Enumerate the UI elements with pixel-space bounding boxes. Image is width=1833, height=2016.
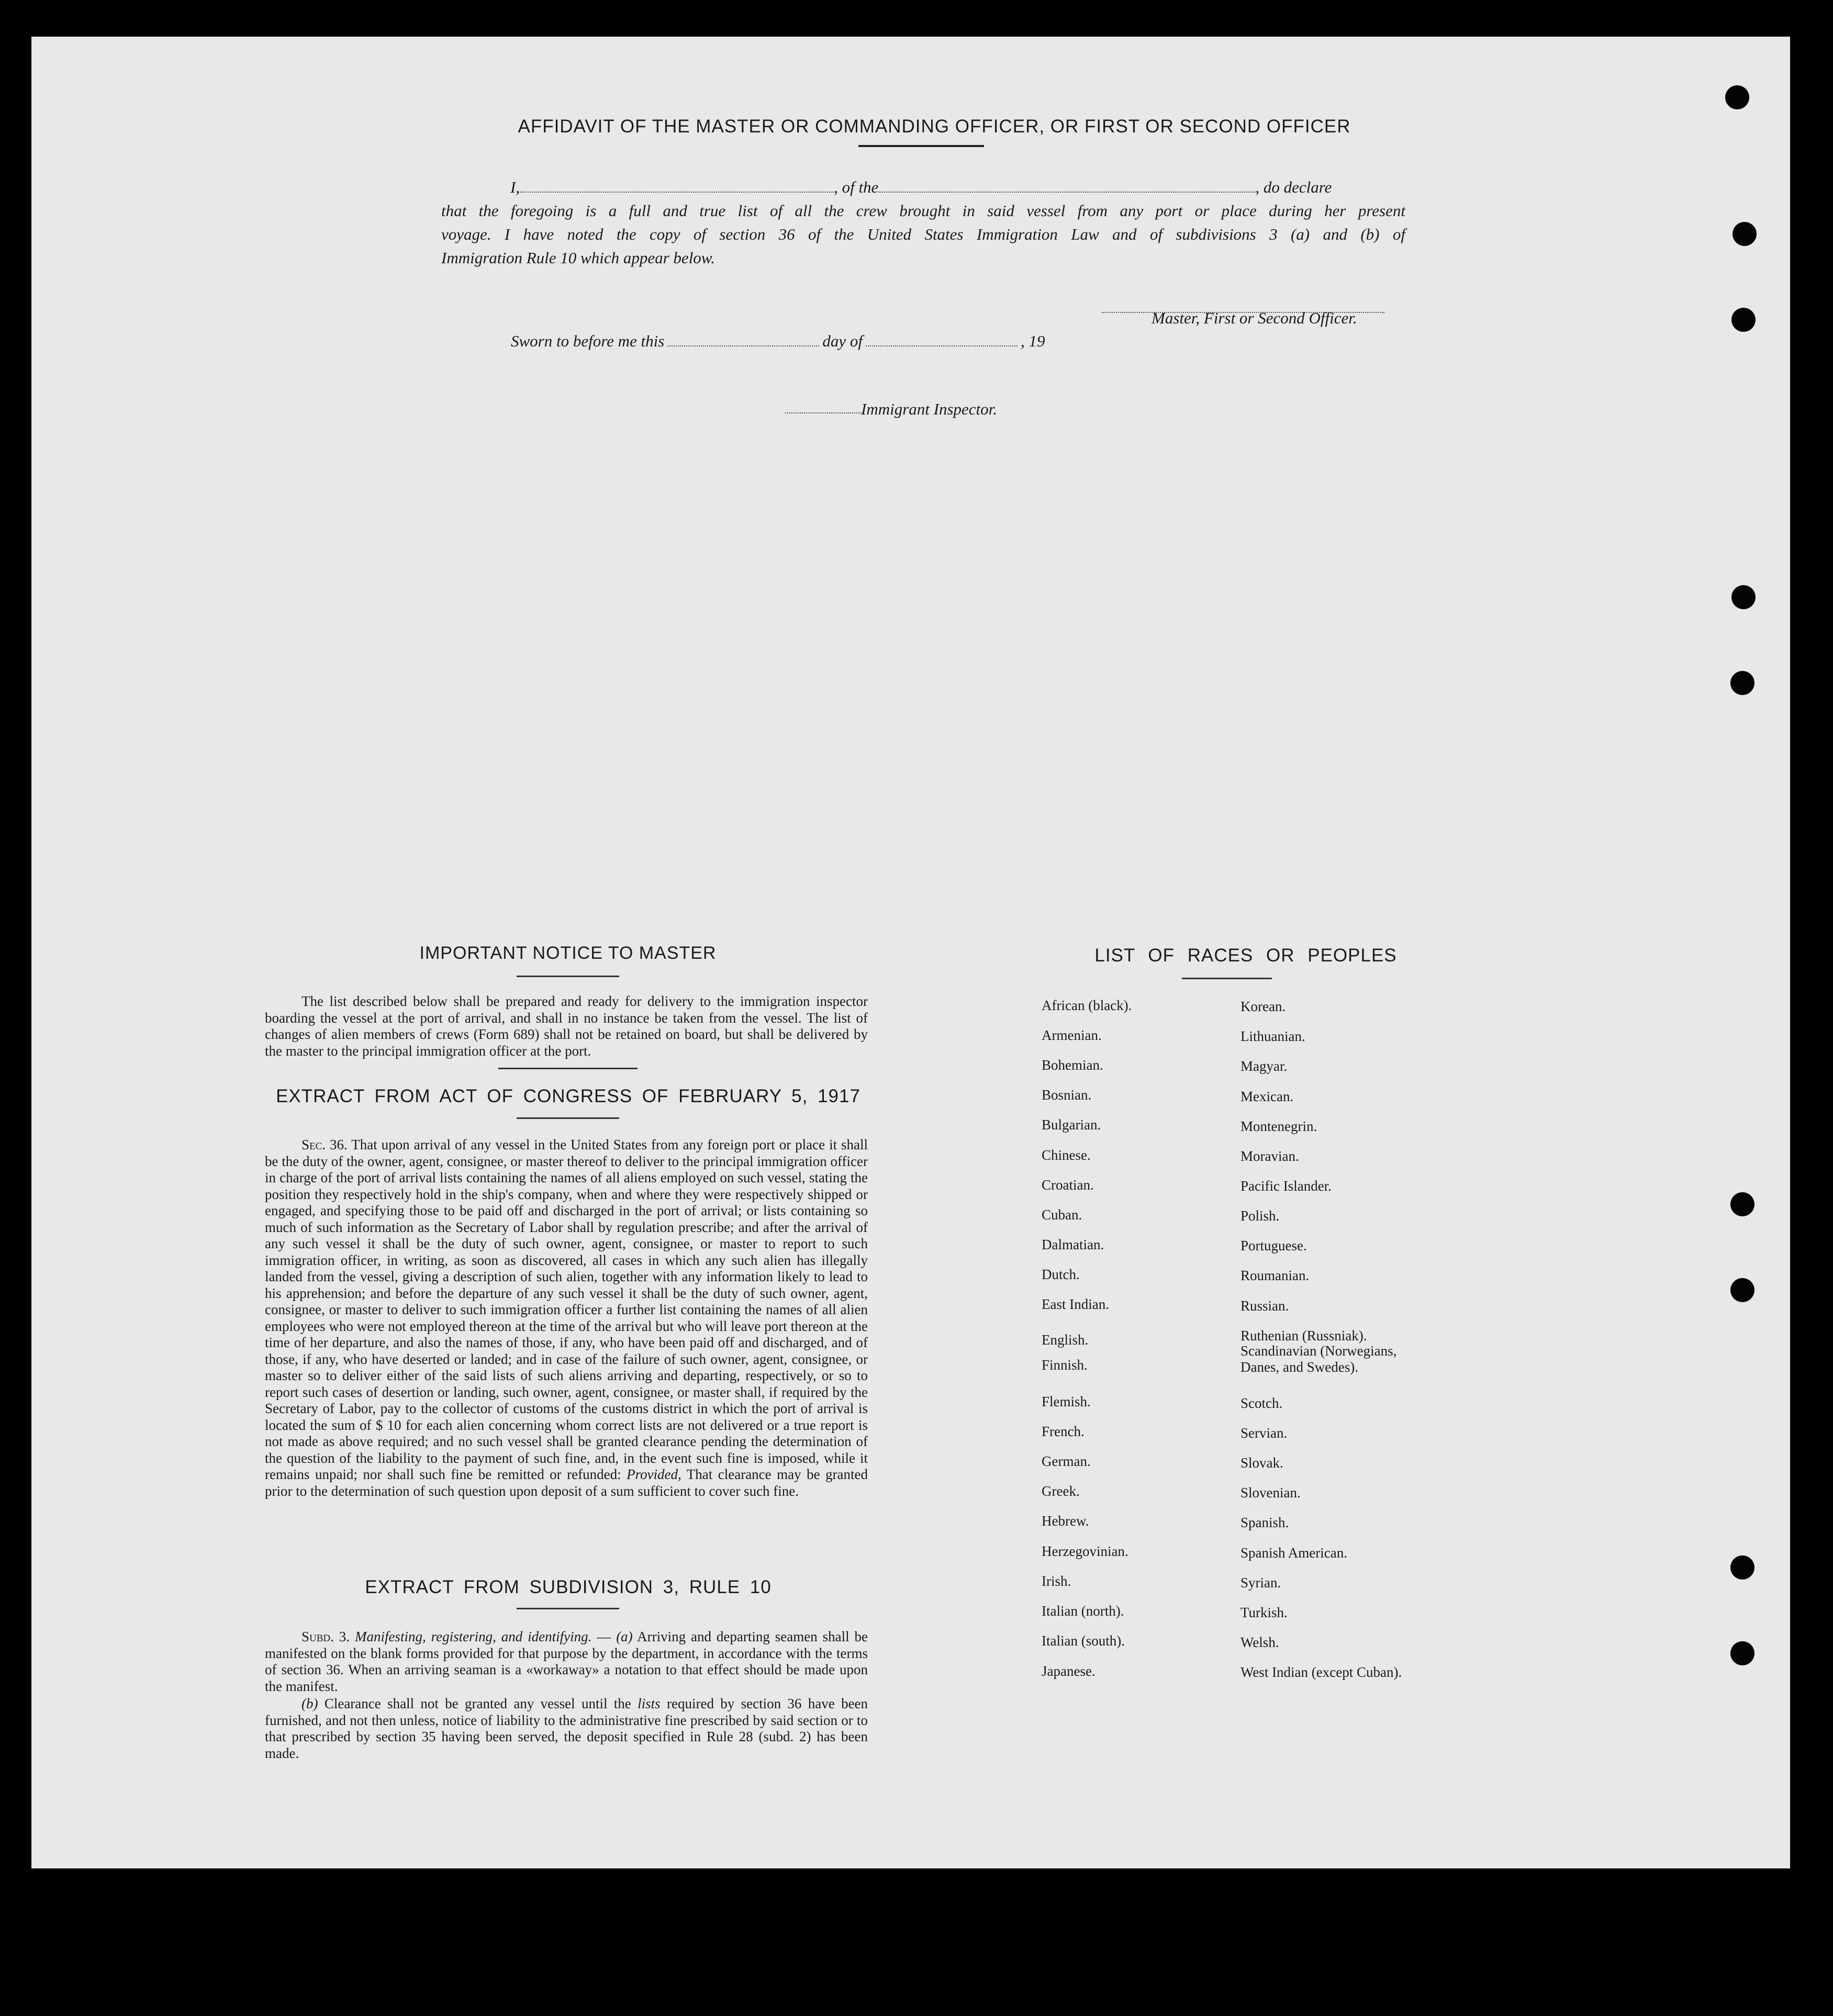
rule-subd-label: Subd. 3. [301, 1629, 350, 1644]
race-item: Roumanian. [1240, 1268, 1310, 1283]
affidavit-pronoun: I, [510, 178, 520, 196]
punch-hole [1731, 308, 1756, 332]
race-item: African (black). [1042, 998, 1132, 1013]
inspector-signature-label: Immigrant Inspector. [861, 400, 998, 418]
punch-hole [1731, 585, 1756, 609]
punch-hole [1730, 1278, 1754, 1302]
punch-hole [1730, 1555, 1754, 1580]
act-title: EXTRACT FROM ACT OF CONGRESS OF FEBRUARY 5, 1917 [276, 1086, 860, 1106]
act-provided: Provided, [627, 1466, 681, 1482]
race-item: Cuban. [1042, 1207, 1082, 1223]
race-item: Bulgarian. [1042, 1117, 1101, 1133]
race-item: Servian. [1240, 1425, 1288, 1441]
race-item: Dutch. [1042, 1267, 1080, 1282]
race-item: Finnish. [1042, 1357, 1088, 1373]
race-item: Croatian. [1042, 1177, 1094, 1193]
race-item: English. [1042, 1332, 1089, 1348]
title-underline [858, 145, 984, 147]
race-item: Italian (north). [1042, 1603, 1124, 1619]
notice-underline [517, 976, 619, 977]
race-item: Korean. [1240, 999, 1286, 1014]
notice-divider [498, 1068, 638, 1069]
race-item: Magyar. [1240, 1058, 1288, 1074]
rule-b-label: (b) [301, 1696, 318, 1711]
race-item: West Indian (except Cuban). [1240, 1664, 1402, 1680]
day-of-label: day of [822, 332, 863, 350]
sworn-day-blank[interactable] [667, 332, 819, 346]
year-label: , 19 [1020, 332, 1045, 350]
race-item: Russian. [1240, 1298, 1289, 1314]
race-item: Bohemian. [1042, 1057, 1103, 1073]
rule-a-label: (a) [616, 1629, 633, 1644]
notice-text: The list described below shall be prepared and ready for delivery to the immigration inspector boarding the vessel at the port of arrival, and shall in no instance be taken from the vessel. The list of changes of alien members of crews (Form 689) shall not be retained on board, but shall be delivered by the master to the principal immigration officer at the port. [265, 993, 868, 1059]
act-underline [517, 1117, 619, 1119]
race-item: Ruthenian (Russniak). [1240, 1328, 1367, 1343]
race-item: Slovak. [1240, 1455, 1283, 1471]
inspector-signature-blank[interactable] [785, 399, 864, 413]
race-item: Bosnian. [1042, 1087, 1092, 1103]
rule-a-body: Arriving and departing seamen shall be manifested on the blank forms provided for that purpose by the department, in accordance with the terms of section 36. When an arriving seaman is a «workaway» a notation to that effect should be made upon the manifest. [265, 1629, 868, 1694]
race-item: Spanish. [1240, 1515, 1289, 1530]
race-item: Italian (south). [1042, 1633, 1125, 1649]
affidavit-do-declare: , do declare [1255, 178, 1332, 196]
rule-underline [517, 1608, 619, 1609]
punch-hole [1725, 85, 1749, 109]
race-item: Turkish. [1240, 1605, 1288, 1620]
race-item: Japanese. [1042, 1663, 1096, 1679]
race-item: Hebrew. [1042, 1513, 1089, 1529]
race-item: Armenian. [1042, 1027, 1102, 1043]
notice-title: IMPORTANT NOTICE TO MASTER [419, 943, 717, 963]
affidavit-line-3: voyage. I have noted the copy of section 36 of the United States Immigration Law and of subdivisions 3 (a) and (b) of [441, 225, 1405, 243]
race-item: East Indian. [1042, 1296, 1109, 1312]
race-item: Mexican. [1240, 1089, 1294, 1104]
race-item: Welsh. [1240, 1634, 1279, 1650]
rule-subd-title: Manifesting, registering, and identifying. [354, 1629, 592, 1644]
rule-b-body-1: Clearance shall not be granted any vessel until the [324, 1696, 631, 1711]
act-section-label: Sec. 36. [301, 1137, 348, 1152]
rule-a-text: Subd. 3. Manifesting, registering, and identifying. — (a) Arriving and departing seamen shall be manifested on the blank forms provided for that purpose by the department, in accordance with the terms of section 36. When an arriving seaman is a «workaway» a notation to that effect should be made upon the manifest. [265, 1629, 868, 1694]
sworn-line [511, 332, 1045, 351]
race-item: German. [1042, 1453, 1091, 1469]
race-item: Herzegovinian. [1042, 1543, 1128, 1559]
sworn-label: Sworn to before me this [511, 332, 665, 350]
rule-title: EXTRACT FROM SUBDIVISION 3, RULE 10 [365, 1577, 772, 1597]
punch-hole [1730, 1192, 1754, 1216]
rule-b-lists: lists [638, 1696, 661, 1711]
race-item: Chinese. [1042, 1147, 1091, 1163]
race-item: Lithuanian. [1240, 1028, 1305, 1044]
races-title: LIST OF RACES OR PEOPLES [1094, 945, 1397, 966]
punch-hole [1730, 671, 1754, 695]
punch-hole [1733, 222, 1757, 246]
race-item: Portuguese. [1240, 1238, 1307, 1253]
rule-b-body-2: required by section 36 have been furnished, and not then unless, notice of liability to the administrative fine prescribed by said section or to that prescribed by section 35 having been served, the deposit specified in Rule 28 (subd. 2) has been made. [265, 1696, 868, 1761]
race-item: Syrian. [1240, 1575, 1281, 1591]
affidavit-line-2: that the foregoing is a full and true list of all the crew brought in said vessel from any port or place during her present [441, 201, 1405, 220]
race-item: Polish. [1240, 1208, 1280, 1224]
race-item: Scotch. [1240, 1395, 1283, 1411]
race-item: Greek. [1042, 1483, 1080, 1499]
act-text [265, 1137, 868, 1499]
race-item: Montenegrin. [1240, 1118, 1317, 1134]
race-item: Scandinavian (Norwegians, [1240, 1343, 1397, 1359]
affidavit-line-4: Immigration Rule 10 which appear below. [441, 249, 715, 267]
races-underline [1182, 978, 1272, 979]
race-item: Spanish American. [1240, 1545, 1347, 1561]
race-item: Danes, and Swedes). [1240, 1359, 1358, 1375]
race-item: Pacific Islander. [1240, 1178, 1332, 1194]
punch-hole [1730, 1641, 1754, 1665]
race-item: Flemish. [1042, 1394, 1091, 1409]
race-item: Irish. [1042, 1573, 1071, 1589]
race-item: Moravian. [1240, 1148, 1299, 1164]
race-item: Dalmatian. [1042, 1237, 1104, 1252]
master-signature-label: Master, First or Second Officer. [1152, 309, 1357, 327]
vessel-blank[interactable] [878, 178, 1255, 193]
rule-b-text [265, 1696, 868, 1762]
race-item: Slovenian. [1240, 1485, 1301, 1500]
affidavit-body [441, 175, 1405, 270]
sworn-month-blank[interactable] [866, 332, 1018, 346]
race-item: French. [1042, 1424, 1085, 1439]
affidavit-of-the: , of the [834, 178, 879, 196]
act-body: That upon arrival of any vessel in the United States from any foreign port or place it shall be the duty of the owner, agent, consignee, or master thereof to deliver to the principal immigration officer in charge of the port of arrival lists containing the names of all aliens employed on such vessel, stating the position they respectively hold in the ship's company, when and where they were respectively shipped or engaged, and specifying those to be paid off and discharged in the port of arrival; or lists containing so much of such information as the Secretary of Labor shall by regulation prescribe; and after the arrival of any such vessel it shall be the duty of such owner, agent, consignee, or master to report to such immigration officer, in writing, as soon as discovered, all cases in which any such alien has illegally landed from the vessel, giving a description of such alien, together with any information likely to lead to his apprehension; and before the departure of any such vessel it shall be the duty of such owner, agent, consignee, or master to deliver to such immigration officer a further list containing the names of all alien employees who were not employed thereon at the time of the arrival but who will leave port thereon at the time of her departure, and also the names of those, if any, who have been paid off and discharged, and of those, if any, who have deserted or landed; and in case of the failure of such owner, agent, consignee, or master so to deliver either of the said lists of such aliens arriving and departing, respectively, or so to report such cases of desertion or landing, such owner, agent, consignee, or master shall, if required by the Secretary of Labor, pay to the collector of customs of the customs district in which the port of arrival is located the sum of $ 10 for each alien concerning whom correct lists are not delivered or a true report is not made as above required; and no such vessel shall be granted clearance pending the determination of the question of the liability to the payment of such fine, and, in the event such fine is imposed, while it remains unpaid; nor shall such fine be remitted or refunded: [265, 1137, 868, 1482]
act-body-end: That clearance may be granted prior to the determination of such question upon deposit of a sum sufficient to cover such fine. [265, 1466, 868, 1499]
affidavit-title: AFFIDAVIT OF THE MASTER OR COMMANDING OFFICER, OR FIRST OR SECOND OFFICER [518, 116, 1351, 137]
name-blank[interactable] [520, 178, 834, 193]
